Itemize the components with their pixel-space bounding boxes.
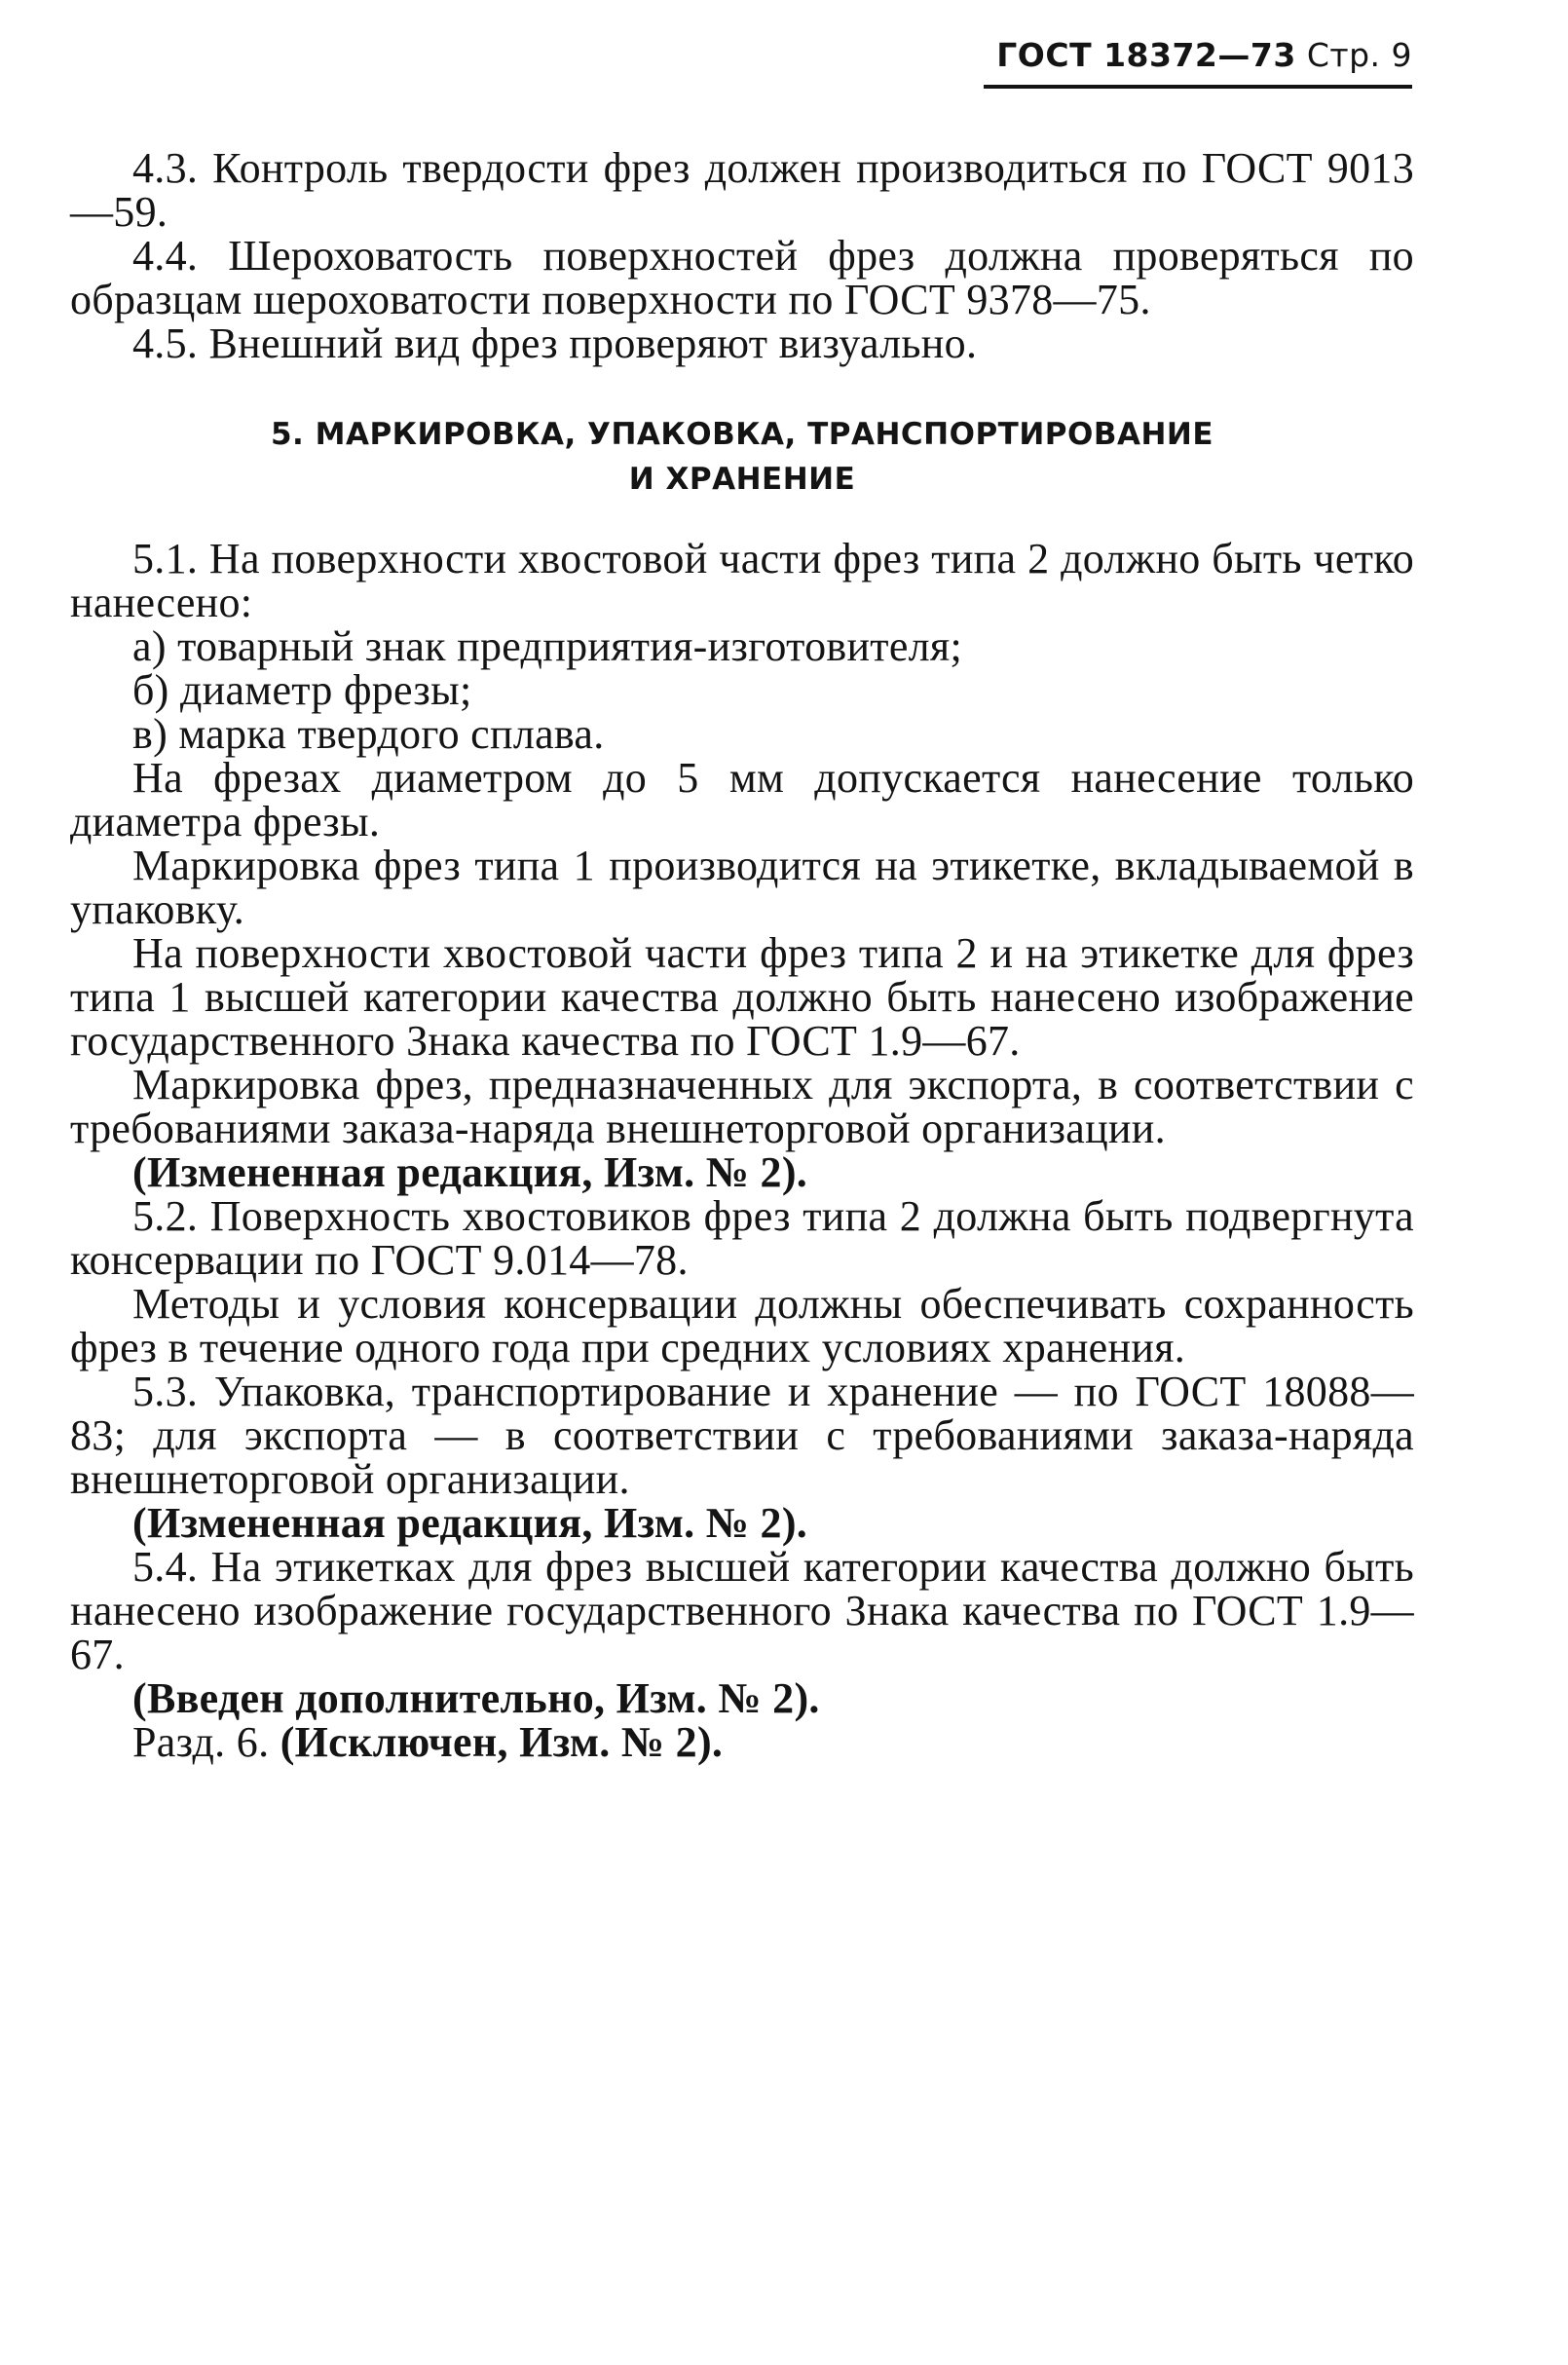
page-header: [984, 36, 1412, 89]
paragraph-diameter-marking: На фрезах диаметром до 5 мм допускается нанесение только диаметра фрезы.: [70, 754, 1414, 845]
paragraph-4-4: 4.4. Шероховатость поверхностей фрез должна проверяться по образцам шероховатости поверхности по ГОСТ 9378—75.: [70, 232, 1414, 323]
paragraph-export-marking: Маркировка фрез, предназначенных для экспорта, в соответствии с требованиями заказа-наряда внешнеторговой организации.: [70, 1061, 1414, 1152]
paragraph-5-4: 5.4. На этикетках для фрез высшей категории качества должно быть нанесено изображение государственного Знака качества по ГОСТ 1.9—67.: [70, 1543, 1414, 1678]
section-6-note: (Исключен, Изм. № 2).: [280, 1718, 724, 1766]
section-6-removed: [70, 1720, 1414, 1764]
list-item-c: в) марка твердого сплава.: [132, 710, 605, 758]
document-body: [70, 146, 1414, 1764]
list-item-a: а) товарный знак предприятия-изготовителя;: [132, 622, 962, 670]
gost-number: ГОСТ 18372—73: [996, 36, 1296, 74]
amendment-note-2: (Измененная редакция, Изм. № 2).: [132, 1499, 808, 1547]
paragraph-5-3: 5.3. Упаковка, транспортирование и хранение — по ГОСТ 18088—83; для экспорта — в соответствии с требованиями заказа-наряда внешнеторговой организации.: [70, 1368, 1414, 1503]
paragraph-preservation-methods: Методы и условия консервации должны обеспечивать сохранность фрез в течение одного года при средних условиях хранения.: [70, 1280, 1414, 1371]
paragraph-4-5: 4.5. Внешний вид фрез проверяют визуально.: [132, 319, 978, 367]
header-rule: [984, 85, 1412, 89]
paragraph-5-1: 5.1. На поверхности хвостовой части фрез типа 2 должно быть четко нанесено:: [70, 535, 1414, 626]
amendment-note-3: (Введен дополнительно, Изм. № 2).: [132, 1674, 820, 1722]
paragraph-5-2: 5.2. Поверхность хвостовиков фрез типа 2 должна быть подвергнута консервации по ГОСТ 9.014—78.: [70, 1192, 1414, 1284]
section-5-heading-line-1: 5. МАРКИРОВКА, УПАКОВКА, ТРАНСПОРТИРОВАНИЕ: [270, 417, 1214, 452]
section-5-heading: [70, 412, 1414, 502]
section-6-label: Разд. 6.: [132, 1718, 270, 1766]
amendment-note-1: (Измененная редакция, Изм. № 2).: [132, 1148, 808, 1196]
section-5-heading-line-2: И ХРАНЕНИЕ: [628, 462, 856, 497]
list-item-b: б) диаметр фрезы;: [132, 666, 472, 714]
paragraph-quality-sign: На поверхности хвостовой части фрез типа 2 и на этикетке для фрез типа 1 высшей категории качества должно быть нанесено изображение государственного Знака качества по ГОСТ 1.9—67.: [70, 929, 1414, 1065]
paragraph-4-3: 4.3. Контроль твердости фрез должен производиться по ГОСТ 9013—59.: [70, 144, 1414, 236]
running-header: [984, 36, 1412, 74]
page-number: Стр. 9: [1306, 36, 1412, 74]
paragraph-type1-marking: Маркировка фрез типа 1 производится на этикетке, вкладываемой в упаковку.: [70, 842, 1414, 933]
